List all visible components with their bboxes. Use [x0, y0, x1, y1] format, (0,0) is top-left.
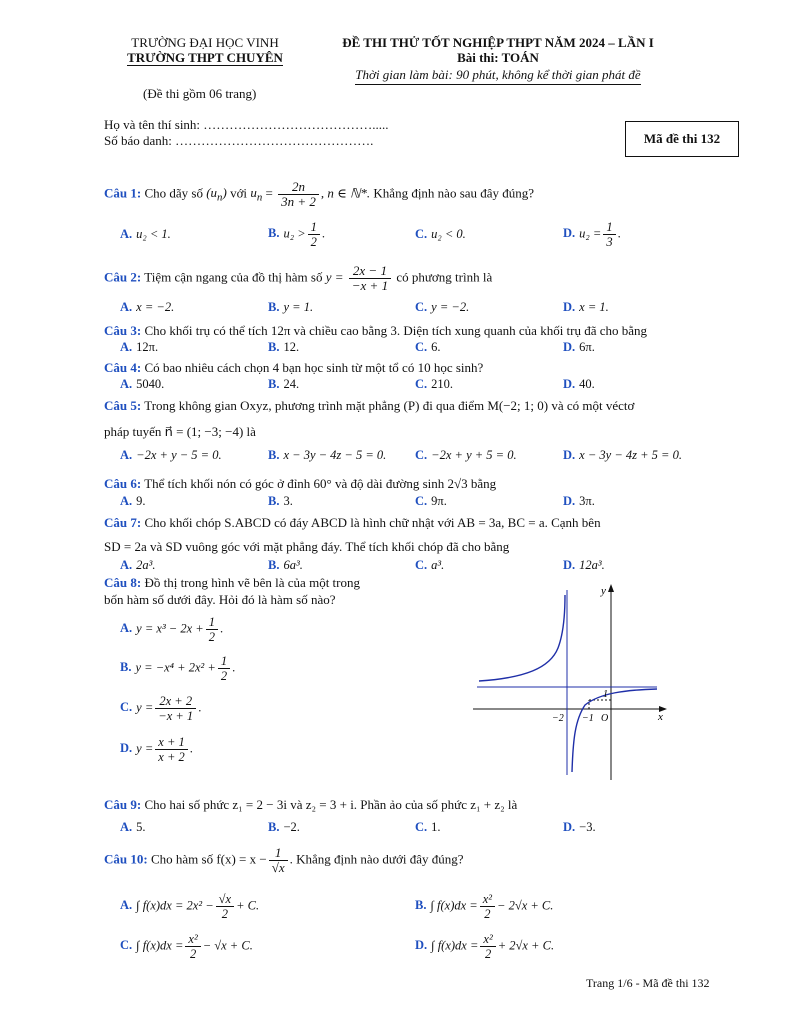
- q7-option-c[interactable]: C. a³.: [415, 558, 445, 572]
- question-5-line2: pháp tuyến n⃗ = (1; −3; −4) là: [104, 424, 256, 439]
- q5-option-b[interactable]: B. x − 3y − 4z − 5 = 0.: [268, 448, 387, 462]
- q1-option-b[interactable]: B. u₂ > $\frac{1}{2}$ .: [268, 220, 325, 249]
- right-branch-curve: [572, 689, 657, 772]
- q7-option-d[interactable]: D. 12a³.: [563, 558, 605, 572]
- q2-option-b[interactable]: B. y = 1.: [268, 300, 314, 314]
- q7-option-a[interactable]: A. 2a³.: [120, 558, 156, 572]
- question-5-line1: Câu 5: Trong không gian Oxyz, phương trình mặt phẳng (P) đi qua điểm M(−2; 1; 0) và có một véctơ: [104, 398, 635, 413]
- q3-option-a[interactable]: A. 12π.: [120, 340, 159, 354]
- exam-code-box: Mã đề thi 132: [625, 121, 739, 157]
- q10-option-c[interactable]: C. ∫ f(x)dx = $\frac{\text{x²}}{2}$ − √x + C.: [120, 932, 253, 961]
- q6-option-a[interactable]: A. 9.: [120, 494, 146, 508]
- q7-option-b[interactable]: B. 6a³.: [268, 558, 303, 572]
- exam-duration: Thời gian làm bài: 90 phút, không kể thời gian phát đề: [327, 67, 669, 83]
- exam-title: ĐỀ THI THỬ TỐT NGHIỆP THPT NĂM 2024 – LẦN I: [342, 35, 654, 50]
- q9-option-a[interactable]: A. 5.: [120, 820, 146, 834]
- q1-option-d[interactable]: D. u₂ = $\frac{1}{3}$ .: [563, 220, 621, 249]
- origin-label: O: [601, 713, 609, 724]
- q9-option-c[interactable]: C. 1.: [415, 820, 441, 834]
- question-9: Câu 9: Cho hai số phức z₁ = 2 − 3i và z₂ = 3 + i. Phần ảo của số phức z₁ + z₂ là: [104, 797, 518, 812]
- question-7-line2: SD = 2a và SD vuông góc với mặt phẳng đáy. Thể tích khối chóp đã cho bằng: [104, 539, 510, 554]
- question-10: Câu 10: Cho hàm số f(x) = x − $\frac{1}{√x}$ . Khẳng định nào dưới đây đúng?: [104, 845, 464, 875]
- q10-option-a[interactable]: A. ∫ f(x)dx = 2x² − $\frac{√x}{2}$ + C.: [120, 892, 260, 921]
- question-6: Câu 6: Thể tích khối nón có góc ở đỉnh 60° và độ dài đường sinh 2√3 bằng: [104, 476, 497, 491]
- exam-subject: Bài thi: TOÁN: [457, 50, 539, 65]
- candidate-id: Số báo danh: ……………………………………….: [104, 133, 374, 148]
- q8-option-c[interactable]: C. y = $\frac{2x + 2}{-x + 1}$ .: [120, 694, 202, 723]
- q9-option-d[interactable]: D. −3.: [563, 820, 596, 834]
- tick-label-neg2: −2: [552, 713, 564, 724]
- q5-option-a[interactable]: A. −2x + y − 5 = 0.: [120, 448, 222, 462]
- school-name: TRƯỜNG ĐẠI HỌC VINH: [131, 35, 279, 50]
- q4-option-d[interactable]: D. 40.: [563, 377, 595, 391]
- q4-option-c[interactable]: C. 210.: [415, 377, 454, 391]
- y-axis-arrow-icon: [608, 584, 614, 592]
- q1-option-a[interactable]: A. u₂ < 1.: [120, 227, 171, 241]
- left-branch-curve: [479, 595, 565, 681]
- pages-note: (Đề thi gồm 06 trang): [143, 86, 257, 101]
- q3-option-d[interactable]: D. 6π.: [563, 340, 595, 354]
- q5-option-d[interactable]: D. x − 3y − 4z + 5 = 0.: [563, 448, 682, 462]
- question-3: Câu 3: Cho khối trụ có thể tích 12π và chiều cao bằng 3. Diện tích xung quanh của khối trụ đã cho bằng: [104, 323, 648, 338]
- q6-option-c[interactable]: C. 9π.: [415, 494, 447, 508]
- question-1: Câu 1: Cho dãy số $(u_n)$ với $u_n$ = $\frac{2n}{3n + 2}$ , n ∈ ℕ*. Khẳng định nào sau đây đúng?: [104, 179, 535, 209]
- q6-option-d[interactable]: D. 3π.: [563, 494, 595, 508]
- q4-option-a[interactable]: A. 5040.: [120, 377, 165, 391]
- q2-option-d[interactable]: D. x = 1.: [563, 300, 609, 314]
- tick-label-neg1: −1: [582, 713, 594, 724]
- question-7-line1: Câu 7: Cho khối chóp S.ABCD có đáy ABCD là hình chữ nhật với AB = 3a, BC = a. Cạnh bên: [104, 515, 601, 530]
- q8-option-a[interactable]: A. y = x³ − 2x + $\frac{1}{2}$ .: [120, 615, 224, 644]
- question-8-line1: Câu 8: Đồ thị trong hình vẽ bên là của một trong: [104, 575, 360, 590]
- page-footer: Trang 1/6 - Mã đề thi 132: [586, 976, 710, 990]
- q3-option-b[interactable]: B. 12.: [268, 340, 300, 354]
- y-axis-label: y: [601, 585, 606, 597]
- q3-option-c[interactable]: C. 6.: [415, 340, 441, 354]
- question-8-line2: bốn hàm số dưới đây. Hỏi đó là hàm số nào?: [104, 592, 336, 607]
- question-4: Câu 4: Có bao nhiêu cách chọn 4 bạn học sinh từ một tổ có 10 học sinh?: [104, 360, 484, 375]
- x-axis-label: x: [658, 711, 663, 723]
- q8-option-b[interactable]: B. y = −x⁴ + 2x² + $\frac{1}{2}$ .: [120, 654, 236, 683]
- q9-option-b[interactable]: B. −2.: [268, 820, 300, 834]
- question-2: Câu 2: Tiệm cận ngang của đồ thị hàm số y = $\frac{2x - 1}{-x + 1}$ có phương trình là: [104, 263, 493, 293]
- q1-option-c[interactable]: C. u₂ < 0.: [415, 227, 466, 241]
- q10-option-b[interactable]: B. ∫ f(x)dx = $\frac{\text{x²}}{2}$ − 2√x + C.: [415, 892, 554, 921]
- q2-option-a[interactable]: A. x = −2.: [120, 300, 175, 314]
- q5-option-c[interactable]: C. −2x + y + 5 = 0.: [415, 448, 517, 462]
- candidate-name: Họ và tên thí sinh: ………………………………….....: [104, 117, 389, 132]
- tick-label-1: 1: [603, 689, 608, 700]
- q8-option-d[interactable]: D. y = $\frac{x + 1}{x + 2}$ .: [120, 735, 193, 764]
- q8-function-graph: [465, 580, 685, 790]
- school-subname: TRƯỜNG THPT CHUYÊN: [127, 50, 283, 65]
- q10-option-d[interactable]: D. ∫ f(x)dx = $\frac{\text{x²}}{2}$ + 2√x + C.: [415, 932, 555, 961]
- q2-option-c[interactable]: C. y = −2.: [415, 300, 470, 314]
- q6-option-b[interactable]: B. 3.: [268, 494, 293, 508]
- q4-option-b[interactable]: B. 24.: [268, 377, 300, 391]
